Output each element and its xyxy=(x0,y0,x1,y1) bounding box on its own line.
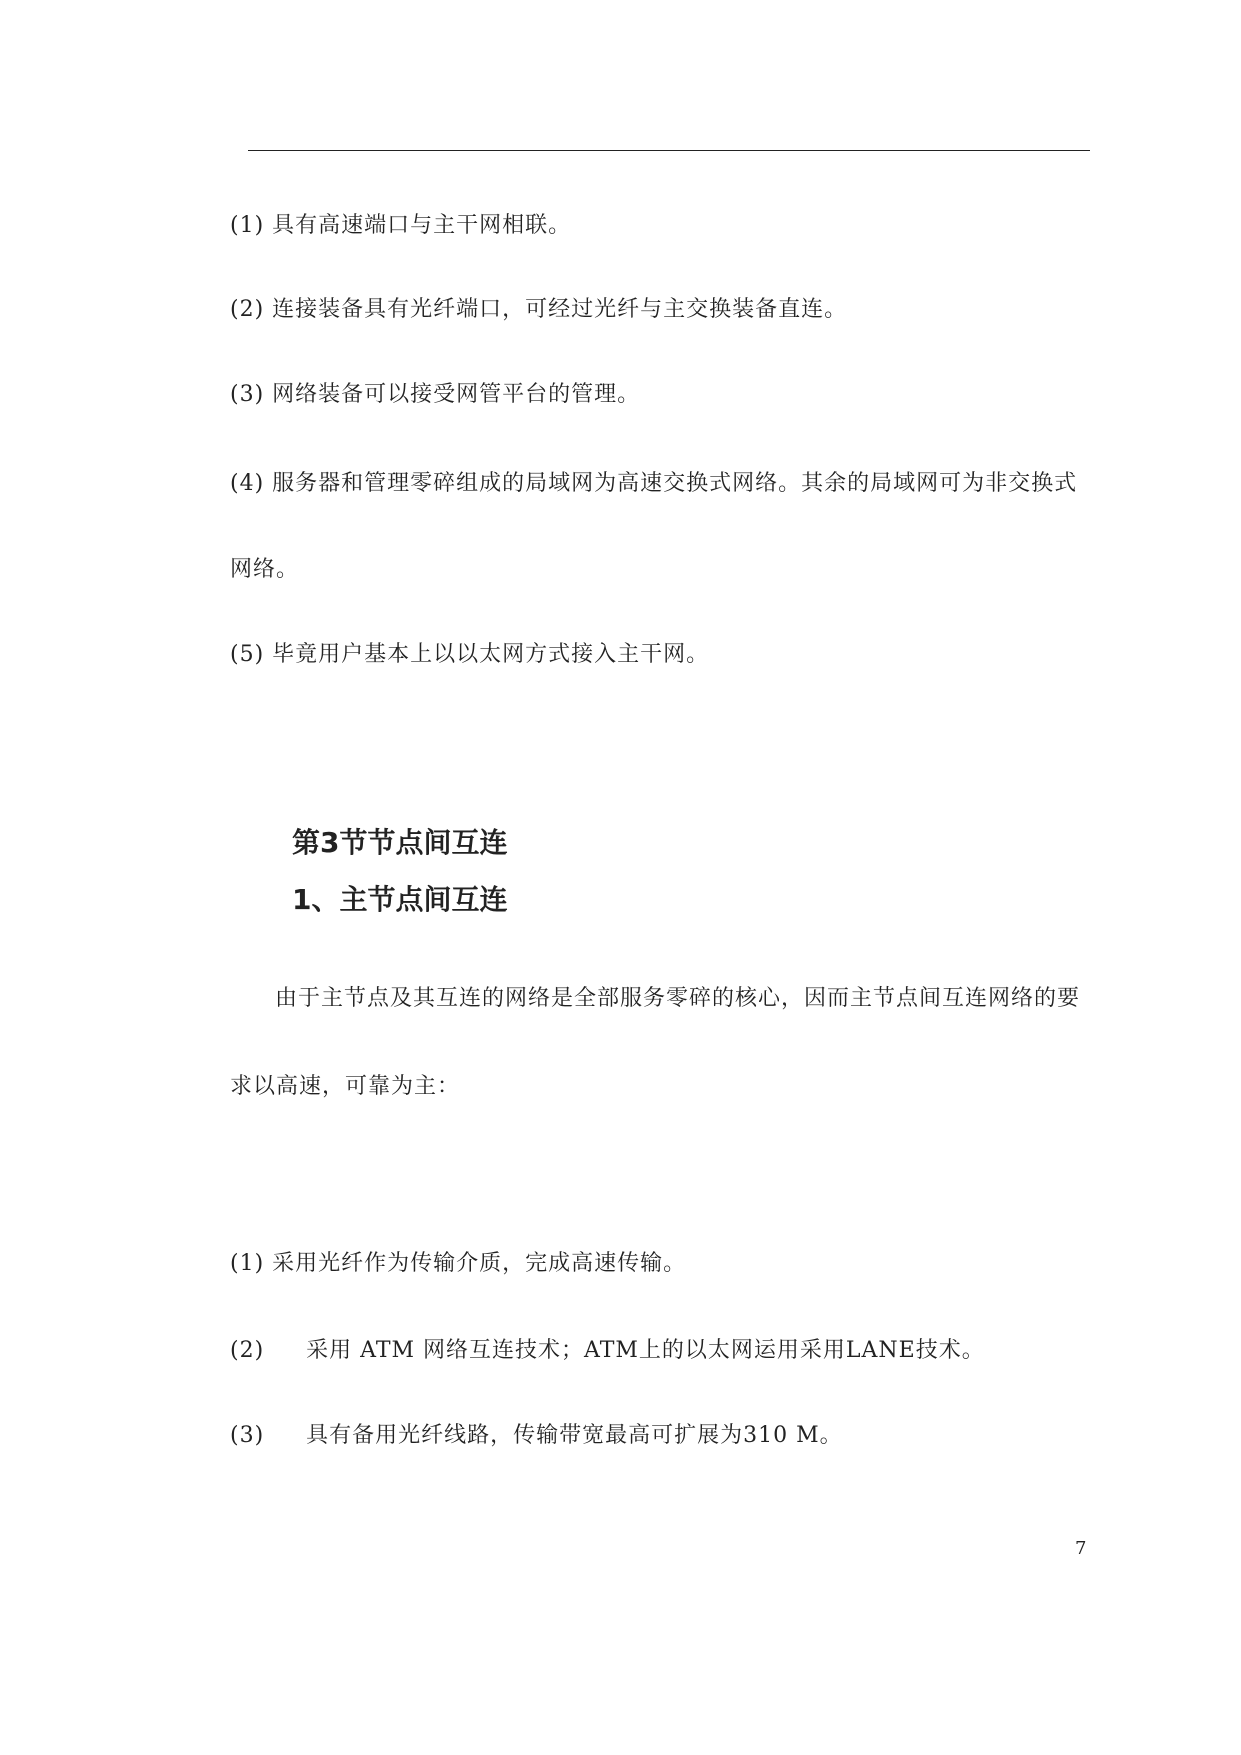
page-number: 7 xyxy=(1075,1538,1087,1559)
paragraph-line: 求以高速，可靠为主： xyxy=(230,1074,461,1099)
list-item xyxy=(230,1337,985,1365)
list-item: (1) 具有高速端口与主干网相联。 xyxy=(230,213,572,238)
paragraph-line: 由于主节点及其互连的网络是全部服务零碎的核心，因而主节点间互连网络的要 xyxy=(275,986,1081,1011)
section-title: 第3节节点间互连 xyxy=(292,826,508,859)
list-text: 具有备用光纤线路，传输带宽最高可扩展为310 M。 xyxy=(306,1423,843,1448)
list-number: (2) xyxy=(230,1338,265,1363)
list-item: (4) 服务器和管理零碎组成的局域网为高速交换式网络。其余的局域网可为非交换式 xyxy=(230,471,1078,496)
list-text: 采用 ATM 网络互连技术；ATM上的以太网运用采用LANE技术。 xyxy=(306,1338,985,1363)
list-item xyxy=(230,1422,843,1450)
list-item-continuation: 网络。 xyxy=(230,557,300,582)
list-item: (2) 连接装备具有光纤端口，可经过光纤与主交换装备直连。 xyxy=(230,297,848,322)
header-rule xyxy=(248,150,1090,151)
list-item: (1) 采用光纤作为传输介质，完成高速传输。 xyxy=(230,1251,687,1276)
subsection-title: 1、主节点间互连 xyxy=(292,883,508,916)
list-item: (3) 网络装备可以接受网管平台的管理。 xyxy=(230,382,641,407)
list-item: (5) 毕竟用户基本上以以太网方式接入主干网。 xyxy=(230,642,710,667)
list-number: (3) xyxy=(230,1423,265,1448)
